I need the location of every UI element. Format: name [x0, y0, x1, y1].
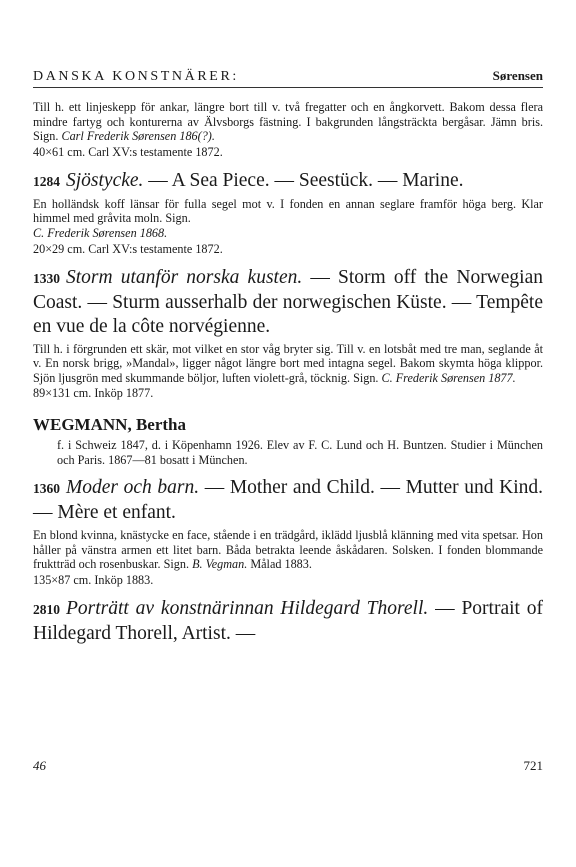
entry-title-translations: — Mother and Child. — Mutter und Kind. — Mère et enfant.	[33, 477, 544, 524]
entry-number: 2810	[33, 601, 60, 617]
artist-surname: WEGMANN,	[33, 415, 132, 435]
entry-signature: C. Frederik Sørensen 1877.	[381, 370, 516, 385]
running-head-artist: Sørensen	[492, 68, 543, 83]
entry-signature: Carl Frederik Sørensen 186(?).	[61, 129, 215, 144]
entry-title-translations: — Portrait of Hildegard Thorell, Artist. —	[33, 597, 544, 644]
running-head	[33, 68, 543, 88]
entry-signature: C. Frederik Sørensen 1868.	[33, 225, 168, 240]
entry-title-swedish: Storm utanför norska kusten.	[66, 266, 303, 288]
entry-description: En holländsk koff länsar för fulla segel mot v. I fonden en annan seglare framför höga berg. Klar himmel med gråvita moln. Sign. C. Frederik Sørensen 1868.	[33, 196, 543, 240]
entry-title-translations: — Storm off the Norwegian Coast. — Sturm ausserhalb der norwegischen Küste. — Tempête en vue de la côte norvégienne.	[33, 266, 543, 337]
catalog-entry-1284	[33, 169, 543, 257]
catalog-entry-2810	[33, 597, 543, 646]
entry-title-swedish: Moder och barn.	[66, 477, 200, 499]
entry-meta: 135×87 cm. Inköp 1883.	[33, 572, 154, 587]
artist-name	[33, 415, 543, 435]
artist-section	[33, 415, 543, 467]
entry-title	[33, 266, 543, 339]
entry-title	[33, 476, 543, 525]
entry-title-swedish: Porträtt av konstnärinnan Hildegard Thorell.	[66, 597, 429, 619]
entry-meta: 89×131 cm. Inköp 1877.	[33, 386, 154, 401]
entry-description: Till h. i förgrunden ett skär, mot vilket en stor våg bryter sig. Till v. en lotsbåt med tre man, seglande åt v. En norsk brigg, »Mandal», ligger något längre bort med intagna segel. Bakom skymta höga klippor. Sjön ljusgrön med skummande böljor, luften violett-grå, töcknig. Sign. C. Frederik Sørensen 1877.	[33, 341, 543, 385]
page-footer	[33, 758, 543, 774]
entry-number: 1360	[33, 481, 60, 497]
folio-right: 721	[523, 758, 543, 773]
entry-signature: B. Vegman.	[192, 557, 248, 572]
entry-title	[33, 169, 543, 194]
folio-left: 46	[33, 758, 46, 773]
entry-meta: 20×29 cm. Carl XV:s testamente 1872.	[33, 241, 223, 256]
artist-bio: f. i Schweiz 1847, d. i Köpenhamn 1926. Elev av F. C. Lund och H. Buntzen. Studier i München och Paris. 1867—81 bosatt i München.	[57, 438, 543, 467]
entry-description: Till h. ett linjeskepp för ankar, längre bort till v. två fregatter och en ångkorvett. Bakom dessa flera mindre fartyg och konturerna av Älvsborgs fästning. I bakgrunden långsträckta bergåsar. Jämn bris. Sign. Carl Frederik Sørensen 186(?).	[33, 100, 543, 144]
catalog-entry-1360	[33, 476, 543, 588]
running-head-title: DANSKA KONSTNÄRER:	[33, 69, 239, 84]
entry-title-translations: — A Sea Piece. — Seestück. — Marine.	[148, 169, 464, 191]
catalog-entry-1330	[33, 266, 543, 402]
entry-meta: 40×61 cm. Carl XV:s testamente 1872.	[33, 144, 223, 159]
entry-number: 1330	[33, 270, 60, 286]
entry-description: En blond kvinna, knästycke en face, stående i en trädgård, iklädd ljusblå klänning med vita spetsar. Hon håller på vänstra armen ett litet barn. Båda betrakta leende åskådaren. Solsken. I fonden blommande fruktträd och rosenbuskar. Sign. B. Vegman. Målad 1883.	[33, 528, 543, 572]
page-body	[33, 100, 543, 649]
continued-entry	[33, 100, 543, 160]
artist-firstname: Bertha	[135, 415, 186, 435]
entry-title-swedish: Sjöstycke.	[66, 169, 144, 191]
entry-title	[33, 597, 543, 646]
entry-number: 1284	[33, 173, 60, 189]
